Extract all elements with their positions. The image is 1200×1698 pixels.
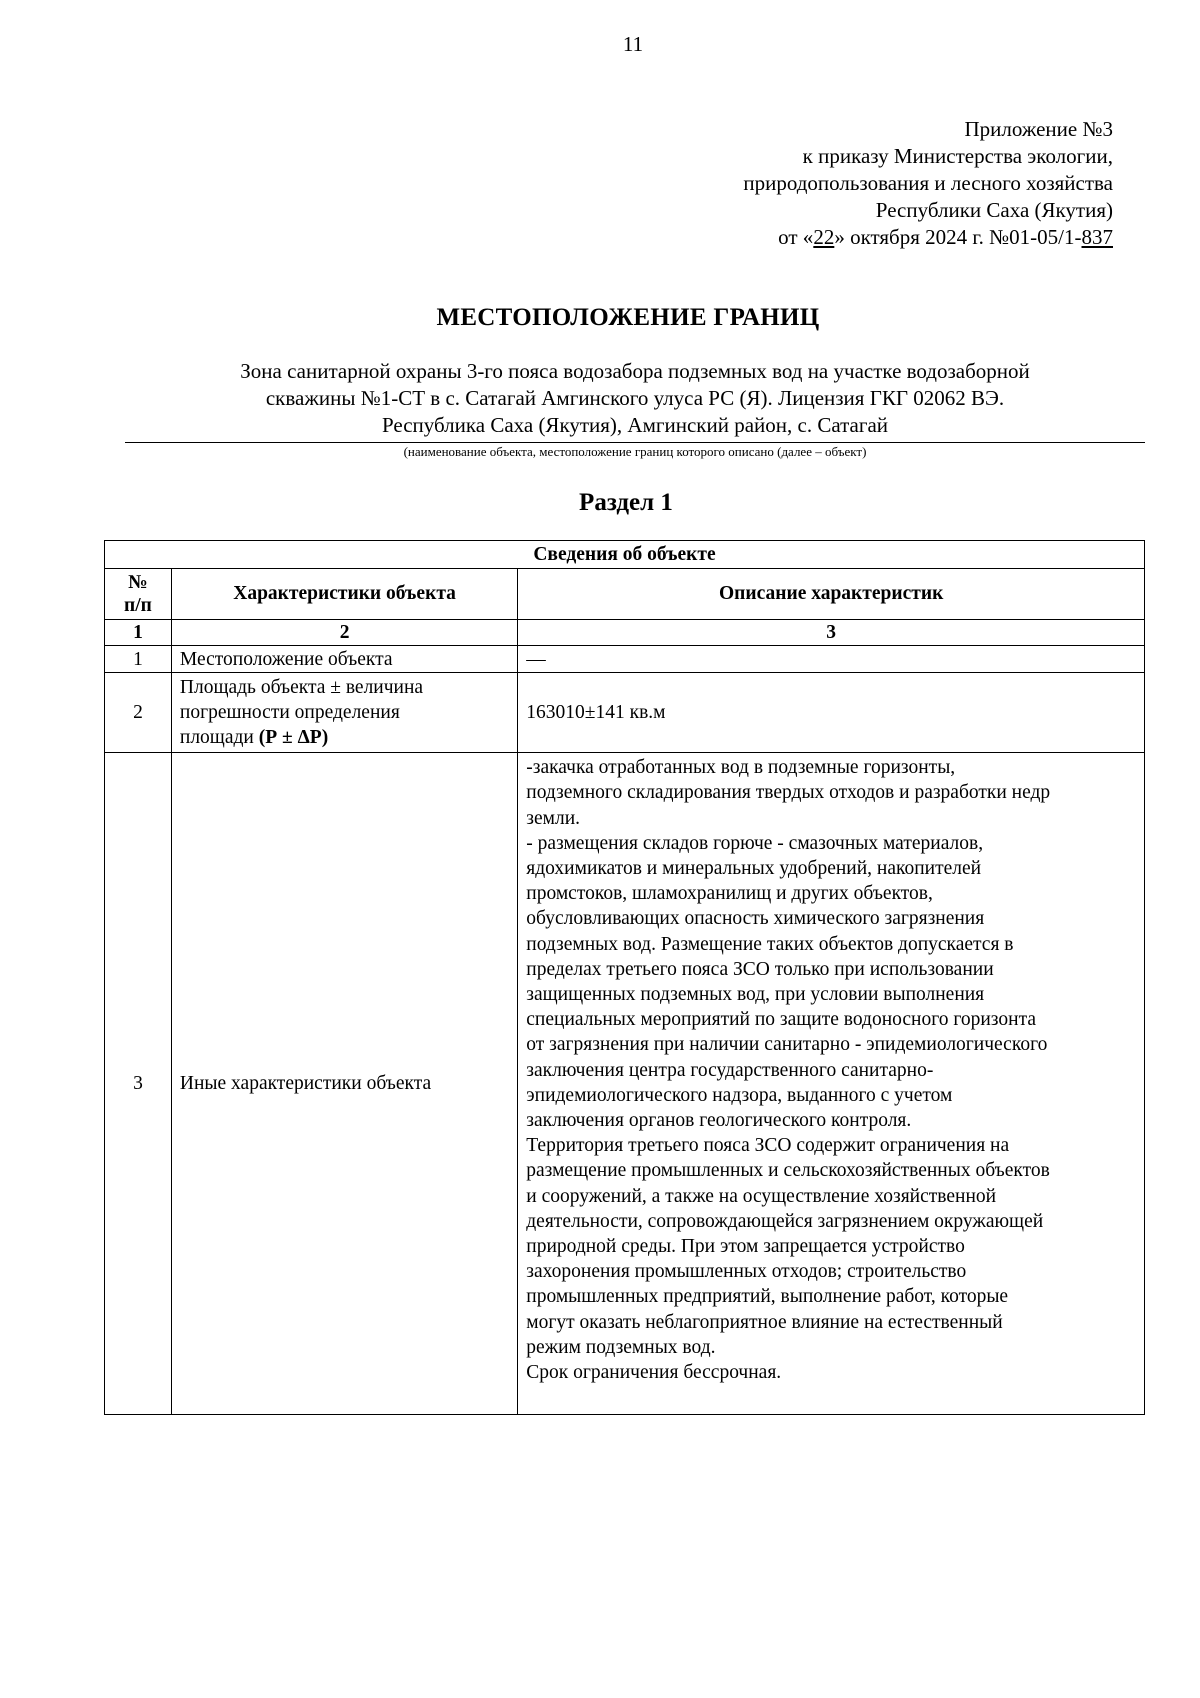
object-name-line: Зона санитарной охраны 3-го пояса водозабора подземных вод на участке водозаборной <box>240 359 1030 383</box>
description-line: - размещения складов горюче - смазочных материалов, <box>526 832 984 854</box>
description-line: промышленных предприятий, выполнение работ, которые <box>526 1286 1009 1308</box>
description-line: могут оказать неблагоприятное влияние на естественный <box>526 1311 1003 1333</box>
table-row <box>105 753 1145 1415</box>
description-line: Срок ограничения бессрочная. <box>526 1362 782 1384</box>
description-line: от загрязнения при наличии санитарно - эпидемиологического <box>526 1034 1048 1056</box>
row-description <box>518 753 1145 1415</box>
description-line: подземных вод. Размещение таких объектов допускается в <box>526 933 1014 955</box>
header-num-line2: п/п <box>124 595 152 616</box>
characteristic-formula: (Р ± ΔР) <box>258 727 329 749</box>
characteristic-line: Площадь объекта ± величина <box>179 676 424 698</box>
appendix-line: Приложение №3 <box>964 117 1113 141</box>
description-line: обусловливающих опасность химического загрязнения <box>526 908 985 930</box>
row-num: 2 <box>105 673 172 753</box>
appendix-line: к приказу Министерства экологии, <box>802 144 1113 168</box>
description-line: ядохимикатов и минеральных удобрений, накопителей <box>526 858 982 880</box>
description-line: промстоков, шламохранилищ и других объектов, <box>526 883 933 905</box>
characteristic-line: погрешности определения <box>179 702 400 724</box>
section-title: Раздел 1 <box>579 489 673 516</box>
description-line: эпидемиологического надзора, выданного с учетом <box>526 1084 953 1106</box>
object-underline <box>125 442 1145 443</box>
table-caption: Сведения об объекте <box>105 541 1145 569</box>
row-description: 163010±141 кв.м <box>518 673 1145 753</box>
description-line: заключения органов геологического контроля. <box>526 1110 912 1132</box>
description-line: земли. <box>526 807 581 829</box>
page-number: 11 <box>622 32 644 56</box>
header-description: Описание характеристик <box>518 569 1145 620</box>
description-line: и сооружений, а также на осуществление хозяйственной <box>526 1185 997 1207</box>
description-line: природной среды. При этом запрещается устройство <box>526 1236 965 1258</box>
appendix-header <box>743 116 1113 251</box>
description-line: -закачка отработанных вод в подземные горизонты, <box>526 757 956 779</box>
description-line: подземного складирования твердых отходов и разработки недр <box>526 782 1051 804</box>
appendix-line: Республики Саха (Якутия) <box>875 198 1113 222</box>
date-prefix: от « <box>778 225 814 249</box>
document-title: МЕСТОПОЛОЖЕНИЕ ГРАНИЦ <box>436 304 820 331</box>
header-characteristic: Характеристики объекта <box>171 569 517 620</box>
description-line: режим подземных вод. <box>526 1336 716 1358</box>
header-num <box>105 569 172 620</box>
row-num: 3 <box>105 753 172 1415</box>
object-info-table <box>104 540 1145 1415</box>
description-line: размещение промышленных и сельскохозяйственных объектов <box>526 1160 1050 1182</box>
object-caption: (наименование объекта, местоположение границ которого описано (далее – объект) <box>403 444 867 459</box>
object-name-line: Республика Саха (Якутия), Амгинский район, с. Сатагай <box>381 413 889 437</box>
col-number: 3 <box>518 620 1145 646</box>
description-line: заключения центра государственного санитарно- <box>526 1059 934 1081</box>
appendix-date-line <box>743 224 1113 251</box>
description-line: специальных мероприятий по защите водоносного горизонта <box>526 1009 1036 1031</box>
description-line: защищенных подземных вод, при условии выполнения <box>526 984 985 1006</box>
row-characteristic: Иные характеристики объекта <box>171 753 517 1415</box>
col-number: 2 <box>171 620 517 646</box>
row-characteristic <box>171 673 517 753</box>
appendix-line: природопользования и лесного хозяйства <box>743 171 1113 195</box>
row-num: 1 <box>105 646 172 673</box>
description-line: деятельности, сопровождающейся загрязнением окружающей <box>526 1210 1044 1232</box>
object-name-line: скважины №1-СТ в с. Сатагай Амгинского улуса РС (Я). Лицензия ГКГ 02062 ВЭ. <box>265 386 1005 410</box>
table-row <box>105 646 1145 673</box>
date-mid: » октября 2024 г. №01-05/1- <box>834 225 1082 249</box>
order-number: 837 <box>1081 225 1113 249</box>
description-line: захоронения промышленных отходов; строительство <box>526 1261 967 1283</box>
header-num-line1: № <box>128 572 148 593</box>
row-description: — <box>518 646 1145 673</box>
object-name <box>125 358 1145 439</box>
date-day: 22 <box>813 225 835 249</box>
characteristic-line: площади <box>179 727 259 749</box>
row-characteristic: Местоположение объекта <box>171 646 517 673</box>
description-line: пределах третьего пояса ЗСО только при использовании <box>526 958 994 980</box>
description-line: Территория третьего пояса ЗСО содержит ограничения на <box>526 1135 1010 1157</box>
col-number: 1 <box>105 620 172 646</box>
table-row <box>105 673 1145 753</box>
